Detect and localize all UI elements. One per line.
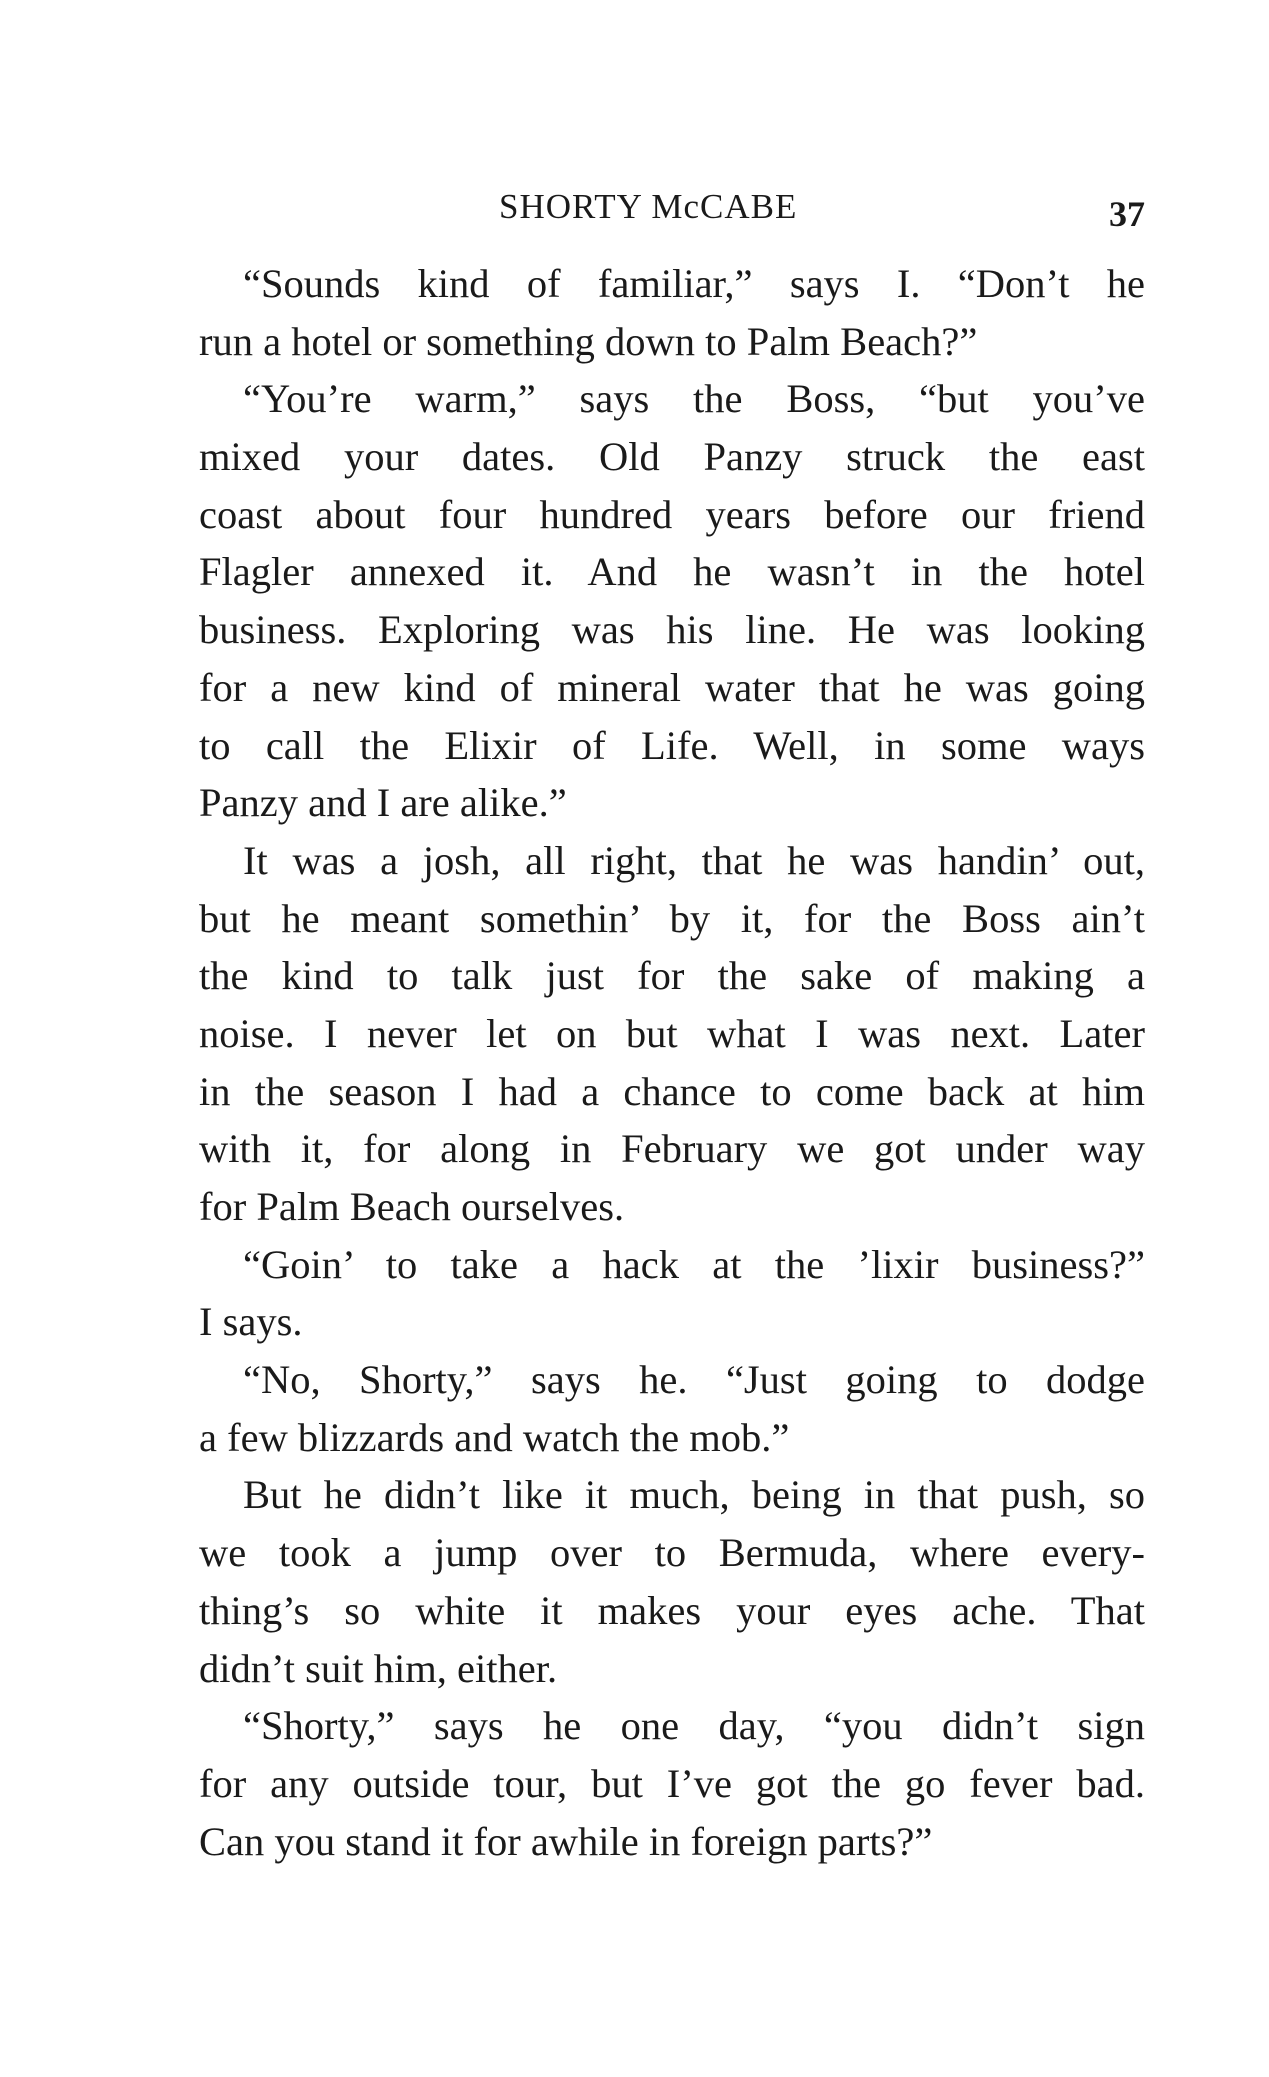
- text-line: business. Exploring was his line. He was looking: [199, 607, 1145, 653]
- text-line: Panzy and I are alike.”: [199, 780, 567, 826]
- paragraph: [199, 370, 1145, 832]
- paragraph: [199, 1466, 1145, 1697]
- text-line: for any outside tour, but I’ve got the go fever bad.: [199, 1760, 1145, 1806]
- text-line: the kind to talk just for the sake of making a: [199, 953, 1145, 999]
- text-line: we took a jump over to Bermuda, where every-: [199, 1530, 1145, 1576]
- running-title: SHORTY McCABE: [499, 187, 798, 226]
- text-line: in the season I had a chance to come back at him: [199, 1068, 1145, 1114]
- paragraph: [199, 255, 1145, 370]
- text-line: Flagler annexed it. And he wasn’t in the hotel: [199, 549, 1145, 595]
- text-line: “Goin’ to take a hack at the ’lixir business?”: [243, 1241, 1145, 1287]
- text-line: a few blizzards and watch the mob.”: [199, 1414, 790, 1460]
- text-line: “Shorty,” says he one day, “you didn’t sign: [243, 1703, 1145, 1749]
- text-line: “No, Shorty,” says he. “Just going to dodge: [243, 1357, 1145, 1403]
- text-line: Can you stand it for awhile in foreign parts?”: [199, 1818, 933, 1864]
- paragraph: [199, 1236, 1145, 1351]
- text-line: coast about four hundred years before our friend: [199, 491, 1145, 537]
- running-head: [199, 187, 1145, 237]
- text-line: for Palm Beach ourselves.: [199, 1184, 625, 1229]
- text-body: [199, 255, 1145, 1870]
- text-line: to call the Elixir of Life. Well, in some ways: [199, 722, 1145, 768]
- paragraph: [199, 832, 1145, 1236]
- page-number: 37: [1109, 194, 1145, 234]
- text-line: mixed your dates. Old Panzy struck the east: [199, 434, 1145, 480]
- text-line: with it, for along in February we got under way: [199, 1126, 1145, 1172]
- text-line: It was a josh, all right, that he was handin’ out,: [243, 837, 1145, 883]
- paragraph: [199, 1351, 1145, 1466]
- text-line: but he meant somethin’ by it, for the Boss ain’t: [199, 895, 1145, 941]
- text-line: run a hotel or something down to Palm Beach?”: [199, 318, 978, 364]
- text-line: But he didn’t like it much, being in that push, so: [243, 1472, 1145, 1518]
- text-line: thing’s so white it makes your eyes ache. That: [199, 1587, 1145, 1633]
- text-line: “Sounds kind of familiar,” says I. “Don’t he: [243, 261, 1145, 306]
- text-line: for a new kind of mineral water that he was going: [199, 664, 1145, 710]
- paragraph: [199, 1697, 1145, 1870]
- text-line: I says.: [199, 1299, 303, 1345]
- text-line: didn’t suit him, either.: [199, 1645, 558, 1691]
- text-line: noise. I never let on but what I was next. Later: [199, 1010, 1145, 1056]
- text-line: “You’re warm,” says the Boss, “but you’ve: [243, 376, 1145, 422]
